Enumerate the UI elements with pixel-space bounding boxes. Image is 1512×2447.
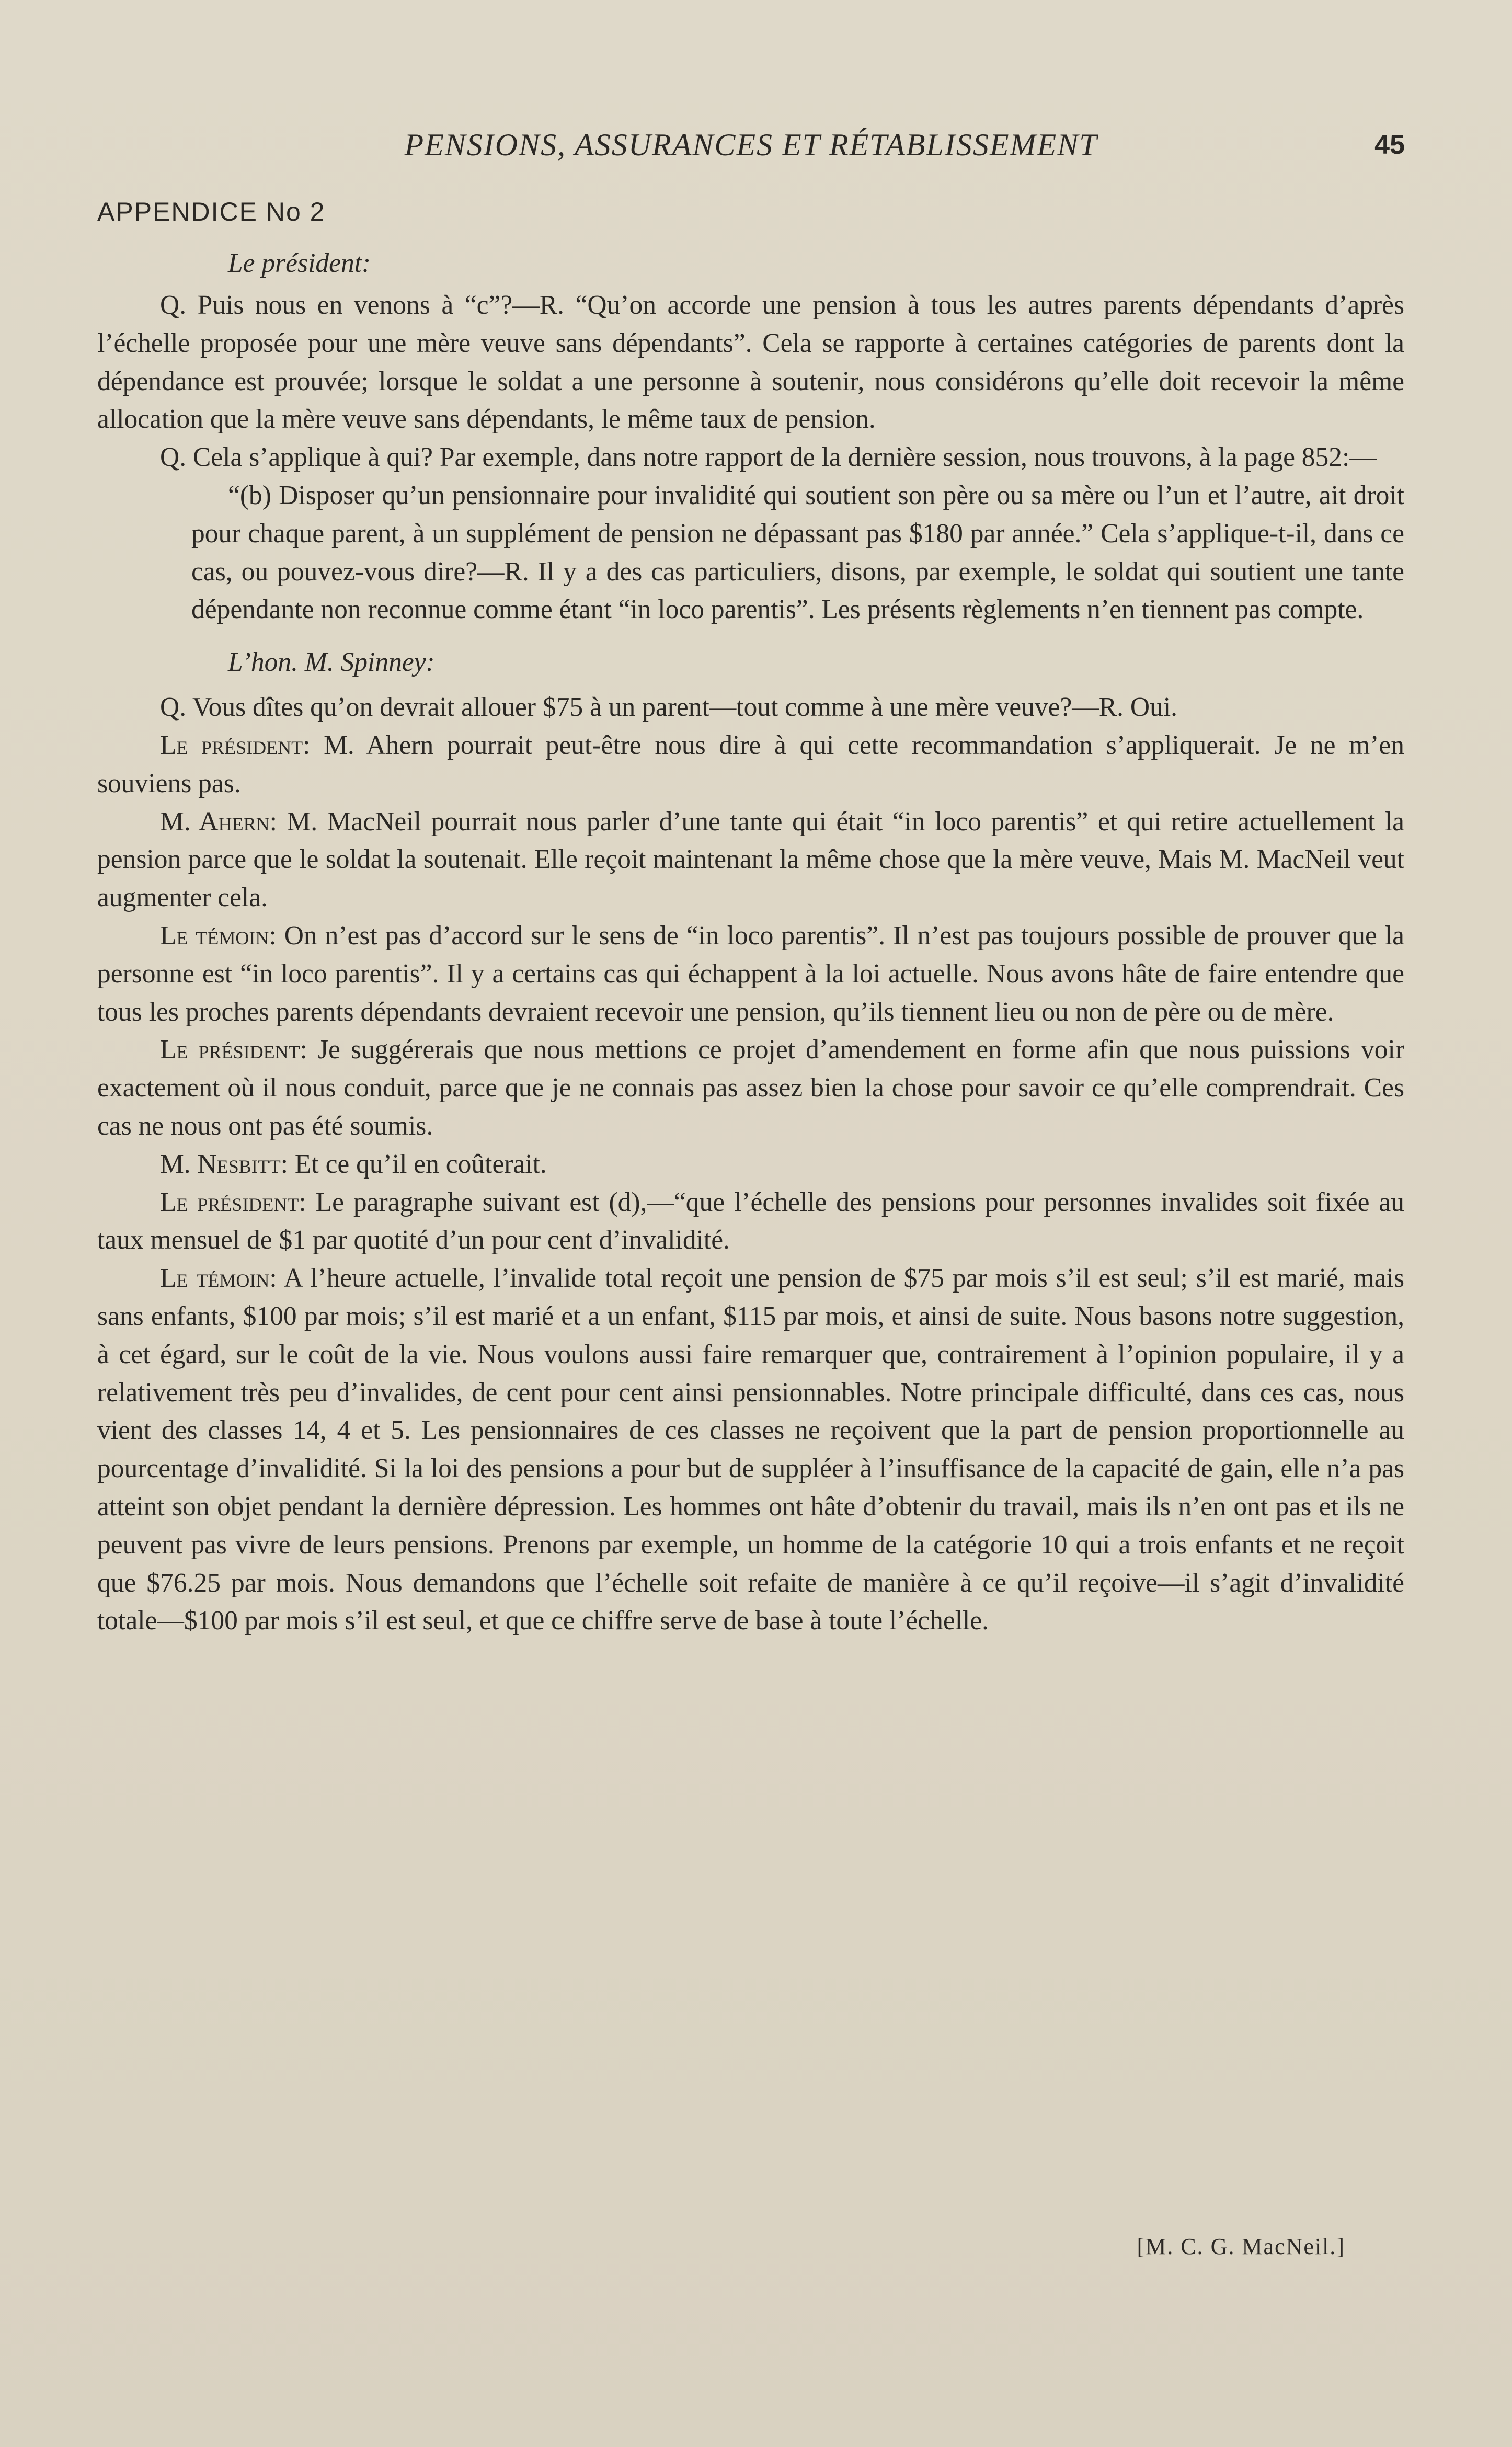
speaker-label-president: Le président: [160,730,311,760]
president-paragraph-3 [97,1184,1404,1260]
witness-paragraph-2 [97,1260,1404,1640]
witness-statement-1: On n’est pas d’accord sur le sens de “in loco parentis”. Il n’est pas toujours possible de prouver que la personne est “in loco parentis”. Il y a certains cas qui échappent à la loi actuelle. Nous avons hâte de faire entendre que tous les proches parents dépendants devraient recevoir une pension, qu’ils tiennent lieu ou non de père ou de mère. [97,920,1405,1027]
speaker-label-ahern: M. Ahern: [160,806,277,837]
nesbitt-paragraph [97,1146,1404,1184]
president-statement-2: Je suggérerais que nous mettions ce projet d’amendement en forme afin que nous puissions voir exactement où il nous conduit, parce que je ne connais pas assez bien la chose pour savoir ce qu’elle comprendrait. Ces cas ne nous ont pas été soumis. [97,1035,1404,1141]
president-paragraph-2 [97,1031,1404,1145]
speaker-label-witness: Le témoin: [160,1263,277,1294]
ahern-statement: M. MacNeil pourrait nous parler d’une tante qui était “in loco parentis” et qui retire actuellement la pension parce que le soldat la soutenait. Elle reçoit maintenant la même chose que la mère veuve, Mais M. MacNeil veut augmenter cela. [97,806,1404,913]
speaker-label-president: Le président: [160,1187,306,1217]
page-number: 45 [1374,130,1405,160]
question-paragraph-page-852: Q. Cela s’applique à qui? Par exemple, dans notre rapport de la dernière session, nous trouvons, à la page 852:— [160,442,1377,473]
speaker-heading-president: Le président: [228,248,371,278]
question-paragraph-c: Q. Puis nous en venons à “c”?—R. “Qu’on accorde une pension à tous les autres parents dépendants d’après l’échelle proposée pour une mère veuve sans dépendants”. Cela se rapporte à certaines catégories de parents dont la dépendance est prouvée; lorsque le soldat a une personne à soutenir, nous considérons qu’elle doit recevoir la même allocation que la mère veuve sans dépendants, le même taux de pension. [97,290,1404,434]
ahern-paragraph [97,803,1404,917]
speaker-label-witness: Le témoin: [160,920,277,951]
signature-attribution: [M. C. G. MacNeil.] [1137,2234,1345,2259]
nesbitt-statement: Et ce qu’il en coûterait. [294,1149,547,1179]
appendix-label: APPENDICE No 2 [97,197,326,226]
president-paragraph-1 [97,727,1404,803]
document-body [97,241,1404,1640]
running-header [97,121,1405,168]
witness-paragraph-1 [97,917,1404,1031]
president-statement-3: Le paragraphe suivant est (d),—“que l’échelle des pensions pour personnes invalides soit fixée au taux mensuel de $1 par quotité d’un pour cent d’invalidité. [97,1187,1405,1255]
speaker-label-president: Le président: [160,1035,307,1065]
speaker-heading-spinney: L’hon. M. Spinney: [228,647,435,678]
page-header-title: PENSIONS, ASSURANCES ET RÉTABLISSEMENT [404,128,1098,162]
question-paragraph-75-dollars: Q. Vous dîtes qu’on devrait allouer $75 à un parent—tout comme à une mère veuve?—R. Oui. [160,692,1178,723]
president-statement-1: M. Ahern pourrait peut-être nous dire à qui cette recommandation s’appliquerait. Je ne m’en souviens pas. [97,730,1404,798]
quoted-provision-b: “(b) Disposer qu’un pensionnaire pour invalidité qui soutient son père ou sa mère ou l’un et l’autre, ait droit pour chaque parent, à un supplément de pension ne dépassant pas $180 par année.” Cela s’applique-t-il, dans ce cas, ou pouvez-vous dire?—R. Il y a des cas particuliers, disons, par exemple, le soldat qui soutient une tante dépendante non reconnue comme étant “in loco parentis”. Les présents règlements n’en tiennent pas compte. [191,480,1404,625]
speaker-label-nesbitt: M. Nesbitt: [160,1149,289,1179]
witness-statement-2: A l’heure actuelle, l’invalide total reçoit une pension de $75 par mois s’il est seul; s’il est marié, mais sans enfants, $100 par mois; s’il est marié et a un enfant, $115 par mois, et ainsi de suite. Nous basons notre suggestion, à cet égard, sur le coût de la vie. Nous voulons aussi faire remarquer que, contrairement à l’opinion populaire, il y a relativement très peu d’invalides, de cent pour cent ainsi pensionnables. Notre principale difficulté, dans ces cas, nous vient des classes 14, 4 et 5. Les pensionnaires de ces classes ne reçoivent que la part de pension proportionnelle au pourcentage d’invalidité. Si la loi des pensions a pour but de suppléer à l’insuffisance de la capacité de gain, elle n’a pas atteint son objet pendant la dernière dépression. Les hommes ont hâte d’obtenir du travail, mais ils n’en ont pas et ils ne peuvent pas vivre de leurs pensions. Prenons par exemple, un homme de la catégorie 10 qui a trois enfants et ne reçoit que $76.25 par mois. Nous demandons que l’échelle soit refaite de manière à ce qu’il reçoive—il s’agit d’invalidité totale—$100 par mois s’il est seul, et que ce chiffre serve de base à toute l’échelle. [97,1263,1404,1636]
